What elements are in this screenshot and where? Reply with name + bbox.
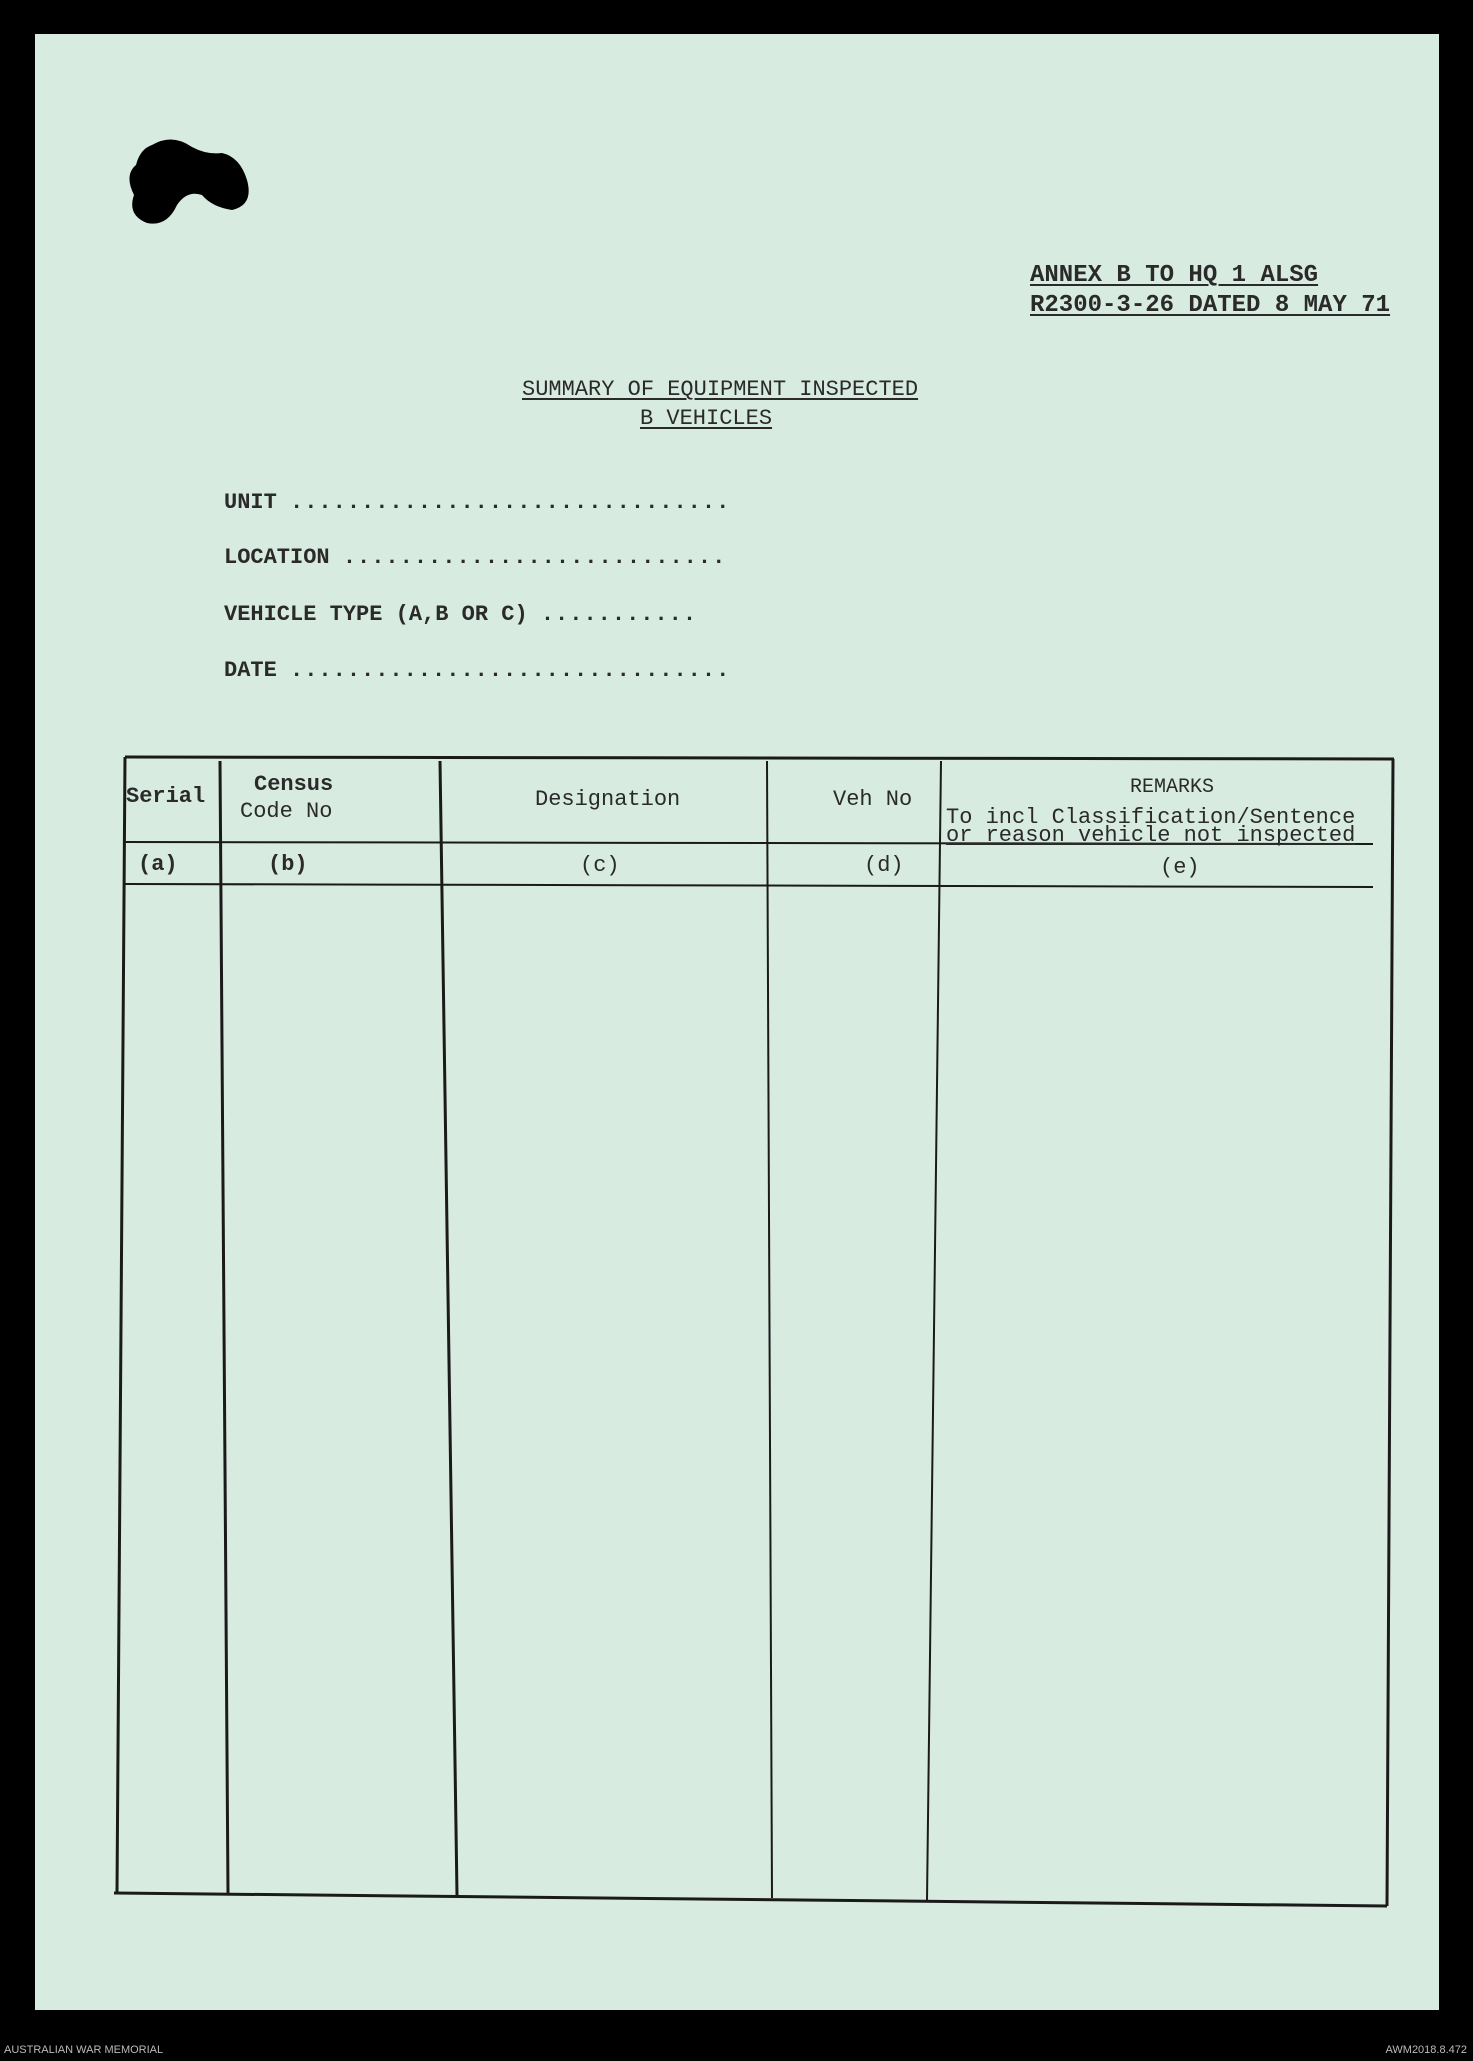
- header-designation: Designation: [535, 787, 681, 812]
- unit-label: UNIT: [224, 490, 277, 515]
- header-remarks-line3: or reason vehicle not inspected: [946, 823, 1356, 848]
- header-veh-no: Veh No: [833, 787, 913, 812]
- document-subtitle: B VEHICLES: [640, 406, 773, 431]
- location-label: LOCATION: [224, 545, 330, 570]
- footer-item-id: AWM2018.8.472: [1385, 2044, 1467, 2056]
- header-remarks-line2: To incl Classification/Sentence: [946, 805, 1356, 830]
- header-census-line2: Code No: [240, 799, 333, 824]
- date-blank: ...............................: [290, 658, 731, 683]
- punch-hole: [122, 135, 257, 230]
- column-letter-a: (a): [138, 852, 178, 877]
- column-letter-d: (d): [864, 853, 904, 878]
- date-field: [224, 658, 730, 683]
- unit-field: [224, 490, 730, 515]
- header-serial: Serial: [126, 784, 206, 809]
- unit-blank: ...............................: [290, 490, 731, 515]
- column-letter-e: (e): [1160, 855, 1200, 880]
- annex-reference-line2: R2300-3-26 DATED 8 MAY 71: [1030, 292, 1391, 319]
- header-census-line1: Census: [254, 772, 334, 797]
- document-title: SUMMARY OF EQUIPMENT INSPECTED: [522, 377, 919, 402]
- date-label: DATE: [224, 658, 277, 683]
- column-letter-c: (c): [580, 853, 620, 878]
- vehicle-type-field: [224, 602, 697, 627]
- column-letter-b: (b): [268, 852, 308, 877]
- location-blank: ...........................: [342, 545, 727, 570]
- vehicle-type-label: VEHICLE TYPE (A,B OR C): [224, 602, 528, 627]
- annex-reference-line1: ANNEX B TO HQ 1 ALSG: [1030, 262, 1319, 289]
- document-page: [35, 34, 1439, 2010]
- vehicle-type-blank: ...........: [540, 602, 698, 627]
- footer-source: AUSTRALIAN WAR MEMORIAL: [4, 2044, 164, 2056]
- location-field: [224, 545, 726, 570]
- header-remarks-title: REMARKS: [1130, 776, 1215, 799]
